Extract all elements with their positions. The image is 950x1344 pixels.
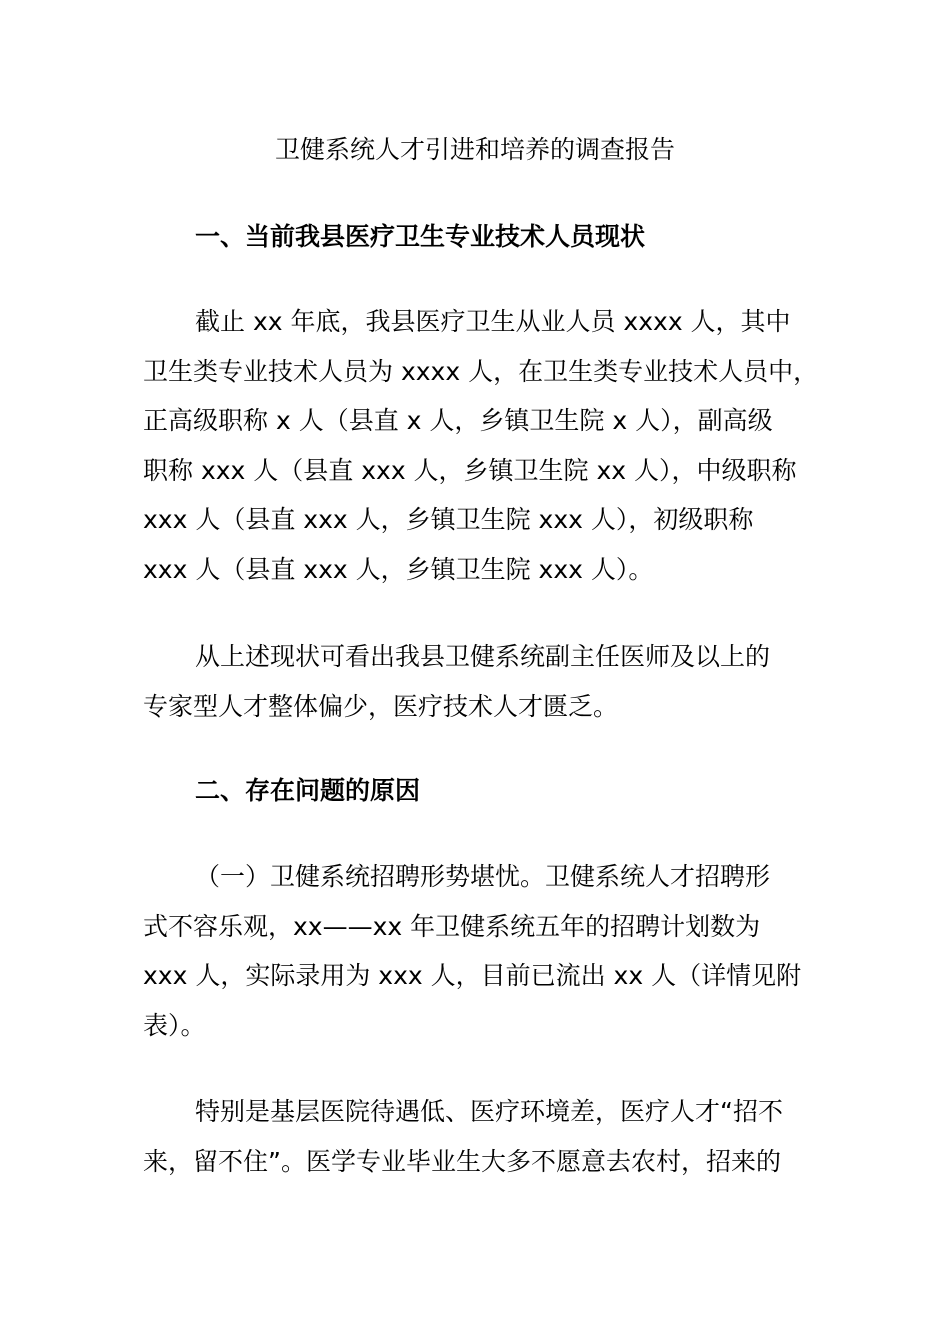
paragraph-line: 从上述现状可看出我县卫健系统副主任医师及以上的	[195, 642, 771, 671]
paragraph-recruitment	[143, 852, 843, 1050]
section-heading-causes: 二、存在问题的原因	[195, 776, 421, 805]
paragraph-line: 式不容乐观，xx——xx 年卫健系统五年的招聘计划数为	[143, 911, 761, 941]
document-title: 卫健系统人才引进和培养的调查报告	[274, 135, 675, 164]
paragraph-line: xxx 人（县直 xxx 人，乡镇卫生院 xxx 人）。	[143, 554, 654, 584]
paragraph-line: （一）卫健系统招聘形势堪忧。卫健系统人才招聘形	[195, 862, 771, 891]
paragraph-conclusion	[143, 632, 843, 731]
paragraph-line: 来，留不住”。医学专业毕业生大多不愿意去农村，招来的	[143, 1146, 781, 1176]
paragraph-line: xxx 人（县直 xxx 人，乡镇卫生院 xxx 人），初级职称	[143, 505, 754, 534]
paragraph-line: 正高级职称 x 人（县直 x 人，乡镇卫生院 x 人），副高级	[143, 406, 773, 435]
paragraph-line: 卫生类专业技术人员为 xxxx 人，在卫生类专业技术人员中，	[143, 356, 819, 386]
paragraph-line: 截止 xx 年底，我县医疗卫生从业人员 xxxx 人，其中	[195, 307, 791, 336]
paragraph-line: 特别是基层医院待遇低、医疗环境差，医疗人才“招不	[195, 1097, 783, 1126]
paragraph-line: 表）。	[143, 1010, 206, 1040]
paragraph-grassroots	[143, 1087, 843, 1186]
paragraph-line: 职称 xxx 人（县直 xxx 人，乡镇卫生院 xx 人），中级职称	[143, 455, 797, 485]
paragraph-line: 专家型人才整体偏少，医疗技术人才匮乏。	[143, 691, 619, 721]
section-heading-current-status: 一、当前我县医疗卫生专业技术人员现状	[195, 222, 646, 251]
paragraph-status	[143, 297, 843, 594]
paragraph-line: xxx 人，实际录用为 xxx 人，目前已流出 xx 人（详情见附	[143, 961, 802, 990]
